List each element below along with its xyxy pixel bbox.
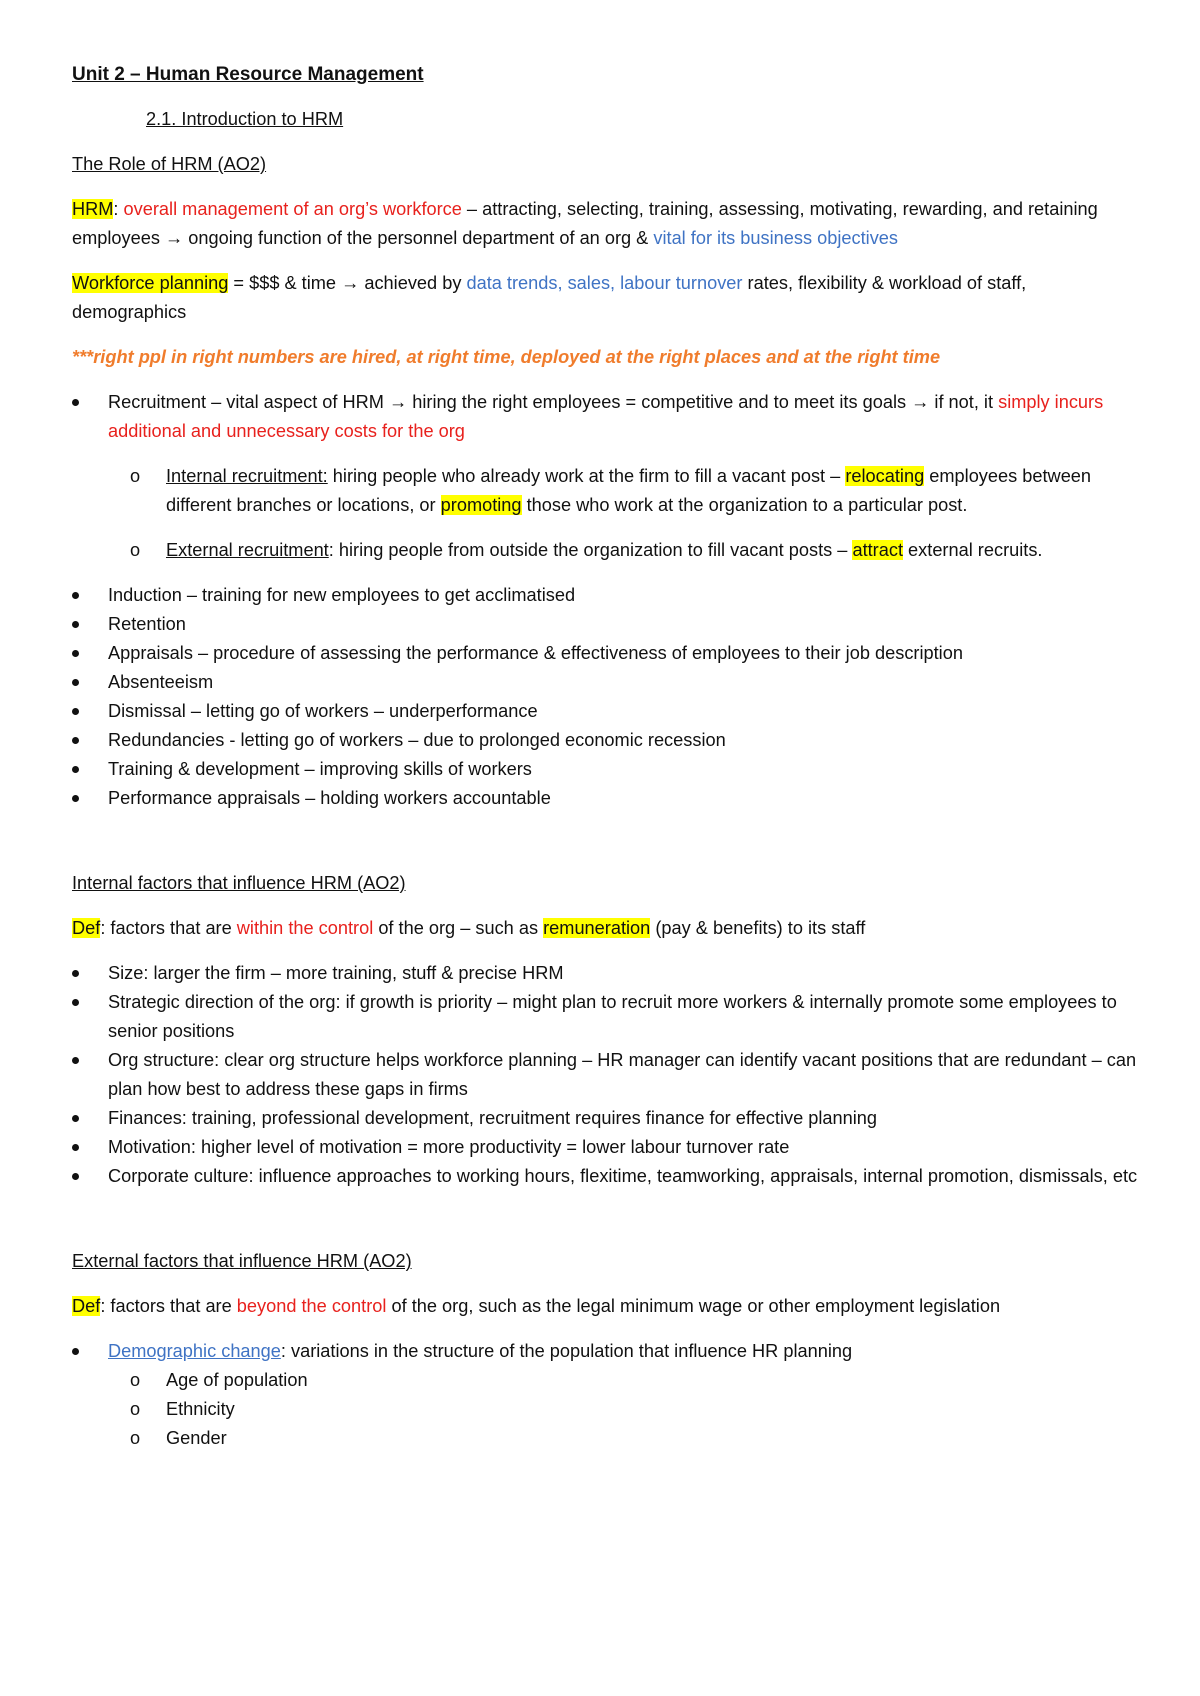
bullet-icon [72, 1057, 79, 1064]
def-red-text: beyond the control [236, 1296, 387, 1316]
hrm-definition: HRM: overall management of an org’s workforce – attracting, selecting, training, assessing, motivating, rewarding, and retaining employees → ongoing function of the personnel department of an org & vital for its business objectives [72, 199, 1098, 248]
bullet-icon [72, 399, 79, 406]
arrow-icon: → [165, 228, 184, 248]
list-item: Dismissal – letting go of workers – underperformance [72, 697, 1142, 726]
list-item: o Ethnicity [108, 1395, 1142, 1424]
list-item: Redundancies - letting go of workers – due to prolonged economic recession [72, 726, 1142, 755]
recruitment-sublist [108, 462, 1142, 565]
internal-factors-definition: Def: factors that are within the control of the org – such as remuneration (pay & benefits) to its staff [72, 918, 866, 938]
bullet-icon [72, 766, 79, 773]
arrow-icon: → [911, 392, 930, 412]
highlight-remuneration: remuneration [543, 918, 651, 938]
list-item: o Gender [108, 1424, 1142, 1453]
highlight-relocating: relocating [845, 466, 925, 486]
document-page [72, 60, 1142, 1453]
hrm-functions-list [72, 581, 1142, 813]
list-item: Corporate culture: influence approaches to working hours, flexitime, teamworking, appraisals, internal promotion, dismissals, etc [72, 1162, 1142, 1191]
recruitment-list [72, 388, 1142, 565]
list-item: o Age of population [108, 1366, 1142, 1395]
list-item: o Internal recruitment: hiring people who already work at the firm to fill a vacant post – relocating employees between different branches or locations, or promoting those who work at the organization to a particular post. [108, 462, 1142, 520]
circle-bullet-icon: o [130, 466, 141, 486]
bullet-icon [72, 999, 79, 1006]
def-term: Def [72, 918, 101, 938]
external-recruitment-label: External recruitment [166, 540, 329, 560]
hrm-term: HRM [72, 199, 114, 219]
bullet-icon [72, 679, 79, 686]
section-heading-external-factors: External factors that influence HRM (AO2) [72, 1251, 412, 1271]
list-item: Recruitment – vital aspect of HRM → hiring the right employees = competitive and to meet its goals → if not, it simply incurs additional and unnecessary costs for the org o Internal recruitment: hiring people who already work at the firm to fill a vacant post – relocating employees between different branches or locations, or promoting those who work at the organization to a particular post. o External recruitment: hiring people from outside the organization to fill vacant posts – attract external recruits. [72, 388, 1142, 565]
list-item: Appraisals – procedure of assessing the performance & effectiveness of employees to their job description [72, 639, 1142, 668]
section-heading-internal-factors: Internal factors that influence HRM (AO2) [72, 873, 406, 893]
bullet-icon [72, 970, 79, 977]
section-heading-role-of-hrm: The Role of HRM (AO2) [72, 154, 267, 174]
list-item: Training & development – improving skills of workers [72, 755, 1142, 784]
hrm-blue-text: vital for its business objectives [653, 228, 899, 248]
list-item: Performance appraisals – holding workers accountable [72, 784, 1142, 813]
bullet-icon [72, 1173, 79, 1180]
external-factors-definition: Def: factors that are beyond the control of the org, such as the legal minimum wage or other employment legislation [72, 1296, 1001, 1316]
bullet-icon [72, 650, 79, 657]
internal-factors-list [72, 959, 1142, 1191]
emphasis-note: ***right ppl in right numbers are hired, at right time, deployed at the right places and at the right time [72, 347, 941, 367]
hrm-red-text: overall management of an org’s workforce [123, 199, 462, 219]
bullet-icon [72, 1115, 79, 1122]
list-item: Strategic direction of the org: if growth is priority – might plan to recruit more workers & internally promote some employees to senior positions [72, 988, 1142, 1046]
circle-bullet-icon: o [130, 1428, 141, 1448]
workforce-planning-definition: Workforce planning = $$$ & time → achieved by data trends, sales, labour turnover rates, flexibility & workload of staff, demographics [72, 273, 1027, 322]
list-item: Finances: training, professional development, recruitment requires finance for effective planning [72, 1104, 1142, 1133]
highlight-attract: attract [852, 540, 903, 560]
circle-bullet-icon: o [130, 1399, 141, 1419]
bullet-icon [72, 1144, 79, 1151]
def-term: Def [72, 1296, 101, 1316]
list-item: Org structure: clear org structure helps workforce planning – HR manager can identify vacant positions that are redundant – can plan how best to address these gaps in firms [72, 1046, 1142, 1104]
internal-recruitment-label: Internal recruitment: [166, 466, 328, 486]
highlight-promoting: promoting [440, 495, 522, 515]
workforce-planning-blue-text: data trends, sales, labour turnover [466, 273, 743, 293]
section-subtitle: 2.1. Introduction to HRM [146, 109, 344, 129]
bullet-icon [72, 737, 79, 744]
circle-bullet-icon: o [130, 1370, 141, 1390]
list-item: Size: larger the firm – more training, stuff & precise HRM [72, 959, 1142, 988]
bullet-icon [72, 592, 79, 599]
demographic-sublist [108, 1366, 1142, 1453]
external-factors-list [72, 1337, 1142, 1453]
document-title: Unit 2 – Human Resource Management [72, 64, 424, 85]
def-red-text: within the control [236, 918, 374, 938]
list-item: Induction – training for new employees to get acclimatised [72, 581, 1142, 610]
bullet-icon [72, 795, 79, 802]
list-item: Demographic change: variations in the structure of the population that influence HR planning o Age of population o Ethnicity o Gender [72, 1337, 1142, 1453]
recruitment-red-text: simply incurs additional and unnecessary costs for the org [108, 392, 1104, 441]
bullet-icon [72, 621, 79, 628]
bullet-icon [72, 708, 79, 715]
list-item: Motivation: higher level of motivation = more productivity = lower labour turnover rate [72, 1133, 1142, 1162]
demographic-change-link: Demographic change [108, 1341, 281, 1361]
list-item: Retention [72, 610, 1142, 639]
bullet-icon [72, 1348, 79, 1355]
list-item: o External recruitment: hiring people from outside the organization to fill vacant posts – attract external recruits. [108, 536, 1142, 565]
list-item: Absenteeism [72, 668, 1142, 697]
arrow-icon: → [341, 273, 360, 293]
circle-bullet-icon: o [130, 540, 141, 560]
workforce-planning-term: Workforce planning [72, 273, 229, 293]
arrow-icon: → [389, 392, 408, 412]
